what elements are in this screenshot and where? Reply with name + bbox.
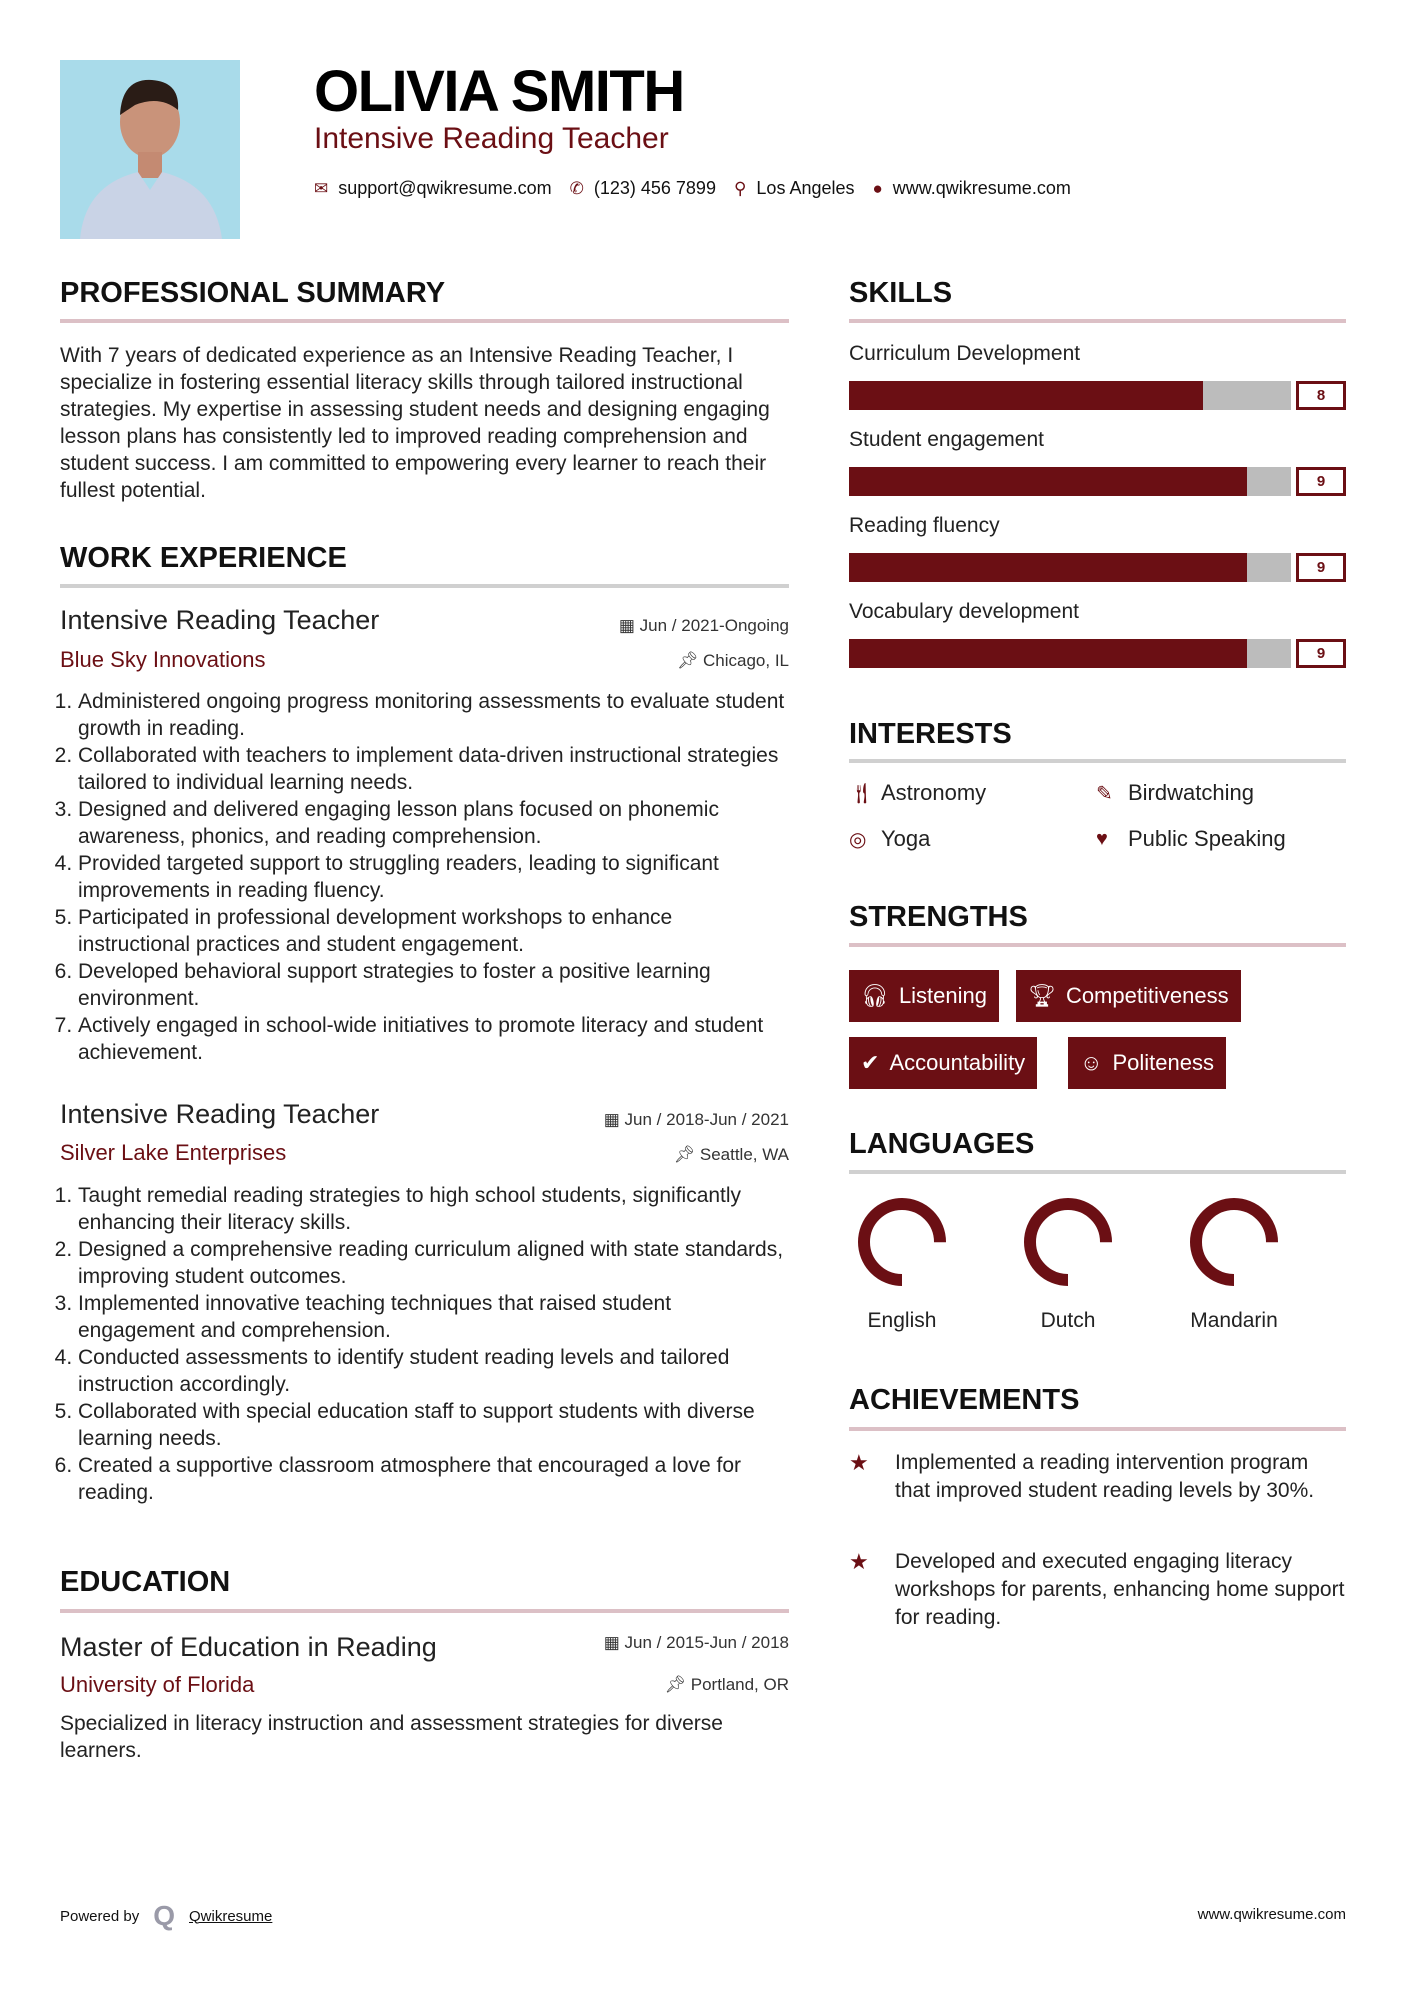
divider	[849, 319, 1346, 323]
heartbeat-icon: ♥	[1096, 827, 1108, 850]
bullet-item: 4. Provided targeted support to struggling readers, leading to significant improvements in reading fluency.	[78, 850, 789, 904]
bullet-item: 2. Collaborated with teachers to implement data-driven instructional strategies tailored to individual learning needs.	[78, 742, 789, 796]
globe-icon: ●	[872, 178, 883, 198]
summary-text: With 7 years of dedicated experience as an Intensive Reading Teacher, I specialize in fostering essential literacy skills through tailored instructional strategies. My expertise in assessing student needs and designing engaging lesson plans has consistently led to improved reading comprehension and student success. I am committed to empowering every learner to reach their fullest potential.	[60, 344, 770, 502]
divider	[60, 319, 789, 323]
degree: Master of Education in Reading	[60, 1632, 437, 1662]
qwikresume-link[interactable]: Qwikresume	[189, 1907, 273, 1925]
trophy-icon: 🏆︎	[1028, 983, 1056, 1008]
bullet-item: 3. Designed and delivered engaging lesson plans focused on phonemic awareness, phonics, and reading comprehension.	[78, 796, 789, 850]
skill-score: 9	[1296, 467, 1346, 496]
job-location: 📌︎ Chicago, IL	[676, 651, 789, 670]
skill-score: 9	[1296, 639, 1346, 668]
achievements-heading: ACHIEVEMENTS	[849, 1384, 1080, 1416]
company-name: Silver Lake Enterprises	[60, 1140, 287, 1165]
divider	[849, 1427, 1346, 1431]
interest-public-speaking: ♥ Public Speaking	[1096, 826, 1286, 851]
education-heading: EDUCATION	[60, 1566, 231, 1598]
strength-accountability: ✔ Accountability	[849, 1037, 1037, 1089]
website-link[interactable]: www.qwikresume.com	[892, 178, 1071, 198]
divider	[849, 1170, 1346, 1174]
education-text: Specialized in literacy instruction and assessment strategies for diverse learners.	[60, 1712, 723, 1762]
skill-bar-fill	[849, 381, 1203, 410]
language-label: Dutch	[1040, 1309, 1096, 1332]
languages-heading: LANGUAGES	[849, 1128, 1035, 1160]
bullet-item: 5. Collaborated with special education staff to support students with diverse learning needs.	[78, 1398, 789, 1452]
skill-bar	[849, 381, 1291, 410]
skill-label: Reading fluency	[849, 514, 1000, 537]
skill-score: 9	[1296, 553, 1346, 582]
achievement-item: ★ Implemented a reading intervention program that improved student reading levels by 30%.	[849, 1449, 1346, 1505]
star-icon: ★	[849, 1549, 869, 1574]
skill-bar	[849, 553, 1291, 582]
divider	[60, 1609, 789, 1613]
skill-score: 8	[1296, 381, 1346, 410]
utensils-icon: 🍴︎	[849, 782, 875, 805]
profile-photo	[60, 60, 240, 239]
skill-bar-fill	[849, 467, 1247, 496]
job-title: Intensive Reading Teacher	[60, 605, 380, 635]
phone-text: (123) 456 7899	[593, 178, 716, 198]
interests-heading: INTERESTS	[849, 718, 1012, 750]
job-location: 📌︎ Seattle, WA	[673, 1145, 789, 1164]
edit-icon: ✎	[1096, 782, 1113, 805]
lifebuoy-icon: ◎	[849, 828, 867, 851]
footer-powered: Powered by Q Qwikresume	[60, 1900, 273, 1931]
skill-label: Curriculum Development	[849, 342, 1081, 365]
calendar-icon: ▦	[618, 616, 640, 635]
language-ring	[1184, 1192, 1284, 1292]
interest-yoga: ◎ Yoga	[849, 826, 931, 851]
location-text: Los Angeles	[756, 178, 855, 198]
phone-icon: ✆	[569, 178, 584, 198]
skill-bar	[849, 467, 1291, 496]
pin-icon: 📌︎	[676, 651, 703, 670]
job-bullets	[60, 688, 789, 1066]
calendar-icon: ▦	[603, 1633, 625, 1652]
bullet-item: 1. Administered ongoing progress monitoring assessments to evaluate student growth in reading.	[78, 688, 789, 742]
skill-bar-fill	[849, 639, 1247, 668]
language-label: English	[867, 1309, 937, 1332]
footer-url[interactable]: www.qwikresume.com	[1197, 1906, 1346, 1923]
candidate-name: OLIVIA SMITH	[314, 59, 684, 124]
map-pin-icon: ⚲	[733, 178, 747, 198]
smile-icon: ☺	[1080, 1050, 1103, 1075]
job-title: Intensive Reading Teacher	[60, 1099, 380, 1129]
strength-competitiveness: 🏆︎ Competitiveness	[1016, 970, 1241, 1022]
skill-bar-fill	[849, 553, 1247, 582]
bullet-item: 7. Actively engaged in school-wide initiatives to promote literacy and student achievement.	[78, 1012, 789, 1066]
school-name: University of Florida	[60, 1672, 255, 1697]
skill-bar	[849, 639, 1291, 668]
calendar-icon: ▦	[603, 1110, 625, 1129]
education-date: ▦ Jun / 2015-Jun / 2018	[603, 1633, 789, 1652]
language-ring	[852, 1192, 952, 1292]
skills-heading: SKILLS	[849, 277, 953, 309]
bullet-item: 2. Designed a comprehensive reading curriculum aligned with state standards, improving student outcomes.	[78, 1236, 789, 1290]
achievement-item: ★ Developed and executed engaging literacy workshops for parents, enhancing home support for reading.	[849, 1548, 1346, 1632]
bullet-item: 3. Implemented innovative teaching techniques that raised student engagement and comprehension.	[78, 1290, 789, 1344]
bullet-item: 6. Created a supportive classroom atmosphere that encouraged a love for reading.	[78, 1452, 789, 1506]
email-link[interactable]: support@qwikresume.com	[338, 178, 552, 198]
star-icon: ★	[849, 1450, 869, 1475]
education-location: 📌︎ Portland, OR	[664, 1675, 789, 1694]
divider	[849, 943, 1346, 947]
job-date: ▦ Jun / 2021-Ongoing	[618, 616, 789, 635]
skill-label: Vocabulary development	[849, 600, 1079, 623]
summary-heading: PROFESSIONAL SUMMARY	[60, 277, 446, 309]
language-label: Mandarin	[1190, 1309, 1278, 1332]
bullet-item: 1. Taught remedial reading strategies to high school students, significantly enhancing their literacy skills.	[78, 1182, 789, 1236]
bullet-item: 6. Developed behavioral support strategies to foster a positive learning environment.	[78, 958, 789, 1012]
qwikresume-logo-icon: Q	[153, 1900, 175, 1931]
job-date: ▦ Jun / 2018-Jun / 2021	[603, 1110, 789, 1129]
interest-astronomy: 🍴︎ Astronomy	[849, 780, 987, 805]
strength-listening: 🎧︎ Listening	[849, 970, 999, 1022]
candidate-title: Intensive Reading Teacher	[314, 122, 669, 155]
company-name: Blue Sky Innovations	[60, 647, 266, 672]
strength-politeness: ☺ Politeness	[1068, 1037, 1226, 1089]
check-circle-icon: ✔	[861, 1050, 880, 1075]
bullet-item: 4. Conducted assessments to identify student reading levels and tailored instruction accordingly.	[78, 1344, 789, 1398]
divider	[60, 584, 789, 588]
work-heading: WORK EXPERIENCE	[60, 542, 347, 574]
bullet-item: 5. Participated in professional development workshops to enhance instructional practices and student engagement.	[78, 904, 789, 958]
contact-bar	[314, 178, 1071, 199]
skill-label: Student engagement	[849, 428, 1044, 451]
divider	[849, 759, 1346, 763]
headphones-icon: 🎧︎	[861, 983, 889, 1008]
language-ring	[1018, 1192, 1118, 1292]
pin-icon: 📌︎	[673, 1145, 700, 1164]
job-bullets	[60, 1182, 789, 1506]
pin-icon: 📌︎	[664, 1675, 691, 1694]
interest-birdwatching: ✎ Birdwatching	[1096, 780, 1254, 805]
strengths-heading: STRENGTHS	[849, 901, 1028, 933]
envelope-icon: ✉	[314, 178, 329, 198]
